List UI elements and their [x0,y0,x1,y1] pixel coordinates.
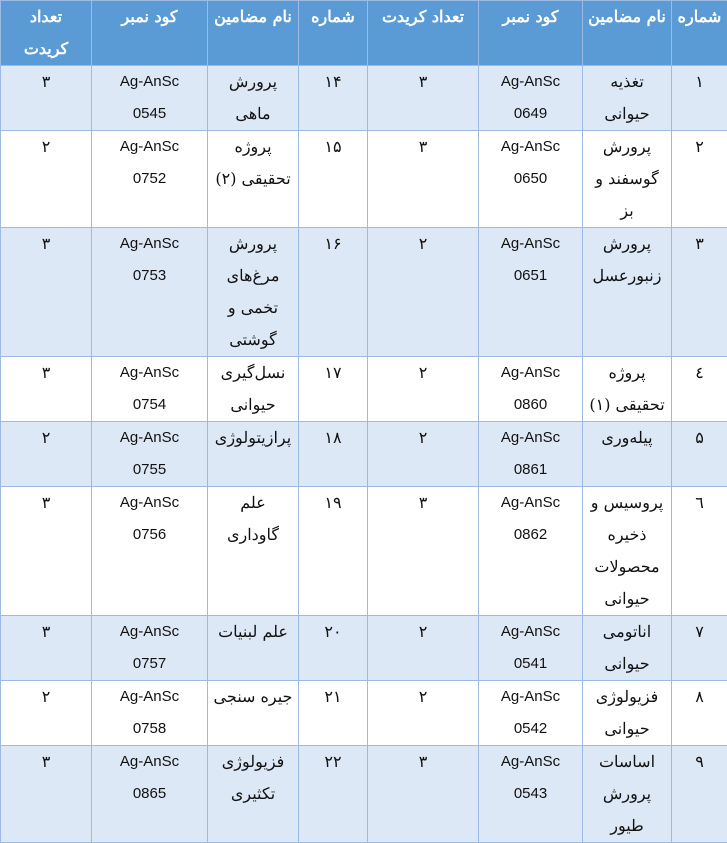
code-number: 0545 [96,98,203,130]
header-row [1,1,727,66]
code-prefix: Ag-AnSc [96,422,203,454]
code-number: 0649 [483,98,578,130]
row-number: ۵ [672,422,727,487]
code-number: 0651 [483,260,578,292]
code-prefix: Ag-AnSc [483,66,578,98]
credit-count: ۲ [368,357,479,422]
credit-count-2: ۳ [1,66,92,131]
credit-count-2: ۲ [1,131,92,228]
subject-name: پروسیس و ذخیره محصولات حیوانی [583,487,672,616]
table-row [1,616,727,681]
code-number: 0865 [96,778,203,810]
course-code-2 [92,131,208,228]
code-number: 0862 [483,519,578,551]
subject-name: فزیولوژی حیوانی [583,681,672,746]
table-row [1,746,727,843]
header-code: کود نمبر [479,1,583,66]
code-prefix: Ag-AnSc [96,66,203,98]
code-number: 0752 [96,163,203,195]
credit-count-2: ۲ [1,422,92,487]
code-number: 0755 [96,454,203,486]
credit-count-2: ۳ [1,746,92,843]
code-prefix: Ag-AnSc [483,422,578,454]
header-credits: تعداد کریدت [368,1,479,66]
code-number: 0650 [483,163,578,195]
code-prefix: Ag-AnSc [483,357,578,389]
table-body [1,66,727,843]
subject-name-2: فزیولوژی تکثیری [208,746,299,843]
row-number: ۹ [672,746,727,843]
credit-count: ۳ [368,746,479,843]
code-prefix: Ag-AnSc [96,357,203,389]
code-number: 0861 [483,454,578,486]
row-number-2: ۱۵ [299,131,368,228]
credit-count-2: ۳ [1,487,92,616]
row-number-2: ۱۹ [299,487,368,616]
credit-count-2: ۳ [1,357,92,422]
row-number-2: ۲۰ [299,616,368,681]
course-code-2 [92,487,208,616]
credit-count-2: ۳ [1,228,92,357]
table-row [1,487,727,616]
code-number: 0756 [96,519,203,551]
row-number: ۱ [672,66,727,131]
table-row [1,681,727,746]
course-code-2 [92,228,208,357]
subject-name: اساسات پرورش طیور [583,746,672,843]
table-row [1,228,727,357]
course-code-2 [92,746,208,843]
subject-name-2: پروژه تحقیقی (۲) [208,131,299,228]
row-number: ٦ [672,487,727,616]
course-code-2 [92,422,208,487]
course-code-2 [92,66,208,131]
code-number: 0541 [483,648,578,680]
row-number-2: ۱۷ [299,357,368,422]
row-number: ۳ [672,228,727,357]
code-number: 0753 [96,260,203,292]
subject-name-2: نسل‌گیری حیوانی [208,357,299,422]
row-number-2: ۱۶ [299,228,368,357]
course-code [479,616,583,681]
code-prefix: Ag-AnSc [96,681,203,713]
code-prefix: Ag-AnSc [96,746,203,778]
subject-name: تغذیه حیوانی [583,66,672,131]
code-prefix: Ag-AnSc [96,487,203,519]
header-subject-2: نام مضامین [208,1,299,66]
subject-name: پرورش گوسفند و بز [583,131,672,228]
row-number: ٤ [672,357,727,422]
code-prefix: Ag-AnSc [483,681,578,713]
subject-name-2: جیره سنجی [208,681,299,746]
row-number-2: ۱۴ [299,66,368,131]
subject-name: پیله‌وری [583,422,672,487]
course-code-2 [92,616,208,681]
subject-name-2: پرورش مرغ‌های تخمی و گوشتی [208,228,299,357]
subject-name: اناتومی حیوانی [583,616,672,681]
row-number: ۷ [672,616,727,681]
credit-count: ۲ [368,681,479,746]
code-prefix: Ag-AnSc [96,616,203,648]
credit-count: ۳ [368,66,479,131]
table-row [1,66,727,131]
code-number: 0754 [96,389,203,421]
subject-name: پرورش زنبورعسل [583,228,672,357]
code-number: 0860 [483,389,578,421]
header-subject: نام مضامین [583,1,672,66]
header-code-2: کود نمبر [92,1,208,66]
table-row [1,131,727,228]
code-prefix: Ag-AnSc [96,131,203,163]
credit-count: ۲ [368,422,479,487]
code-prefix: Ag-AnSc [483,746,578,778]
row-number: ۸ [672,681,727,746]
code-prefix: Ag-AnSc [483,487,578,519]
header-number: شماره [672,1,727,66]
row-number-2: ۲۲ [299,746,368,843]
credit-count: ۳ [368,131,479,228]
course-code [479,487,583,616]
course-code [479,131,583,228]
code-number: 0758 [96,713,203,745]
course-code [479,681,583,746]
subject-name: پروژه تحقیقی (۱) [583,357,672,422]
credit-count: ۳ [368,487,479,616]
course-code [479,357,583,422]
subject-name-2: علم لبنیات [208,616,299,681]
table-row [1,422,727,487]
header-credits-2: تعداد کریدت [1,1,92,66]
code-number: 0542 [483,713,578,745]
credit-count: ۲ [368,228,479,357]
code-prefix: Ag-AnSc [483,228,578,260]
credit-count-2: ۲ [1,681,92,746]
header-number-2: شماره [299,1,368,66]
credit-count: ۲ [368,616,479,681]
table-row [1,357,727,422]
row-number-2: ۱۸ [299,422,368,487]
subject-name-2: پرازیتولوژی [208,422,299,487]
code-number: 0757 [96,648,203,680]
code-prefix: Ag-AnSc [483,131,578,163]
row-number-2: ۲۱ [299,681,368,746]
subject-name-2: علم گاوداری [208,487,299,616]
course-code [479,228,583,357]
course-code-2 [92,357,208,422]
course-code [479,422,583,487]
course-code [479,746,583,843]
row-number: ۲ [672,131,727,228]
course-code-2 [92,681,208,746]
course-code [479,66,583,131]
code-prefix: Ag-AnSc [483,616,578,648]
credit-count-2: ۳ [1,616,92,681]
subject-name-2: پرورش ماهی [208,66,299,131]
code-number: 0543 [483,778,578,810]
code-prefix: Ag-AnSc [96,228,203,260]
